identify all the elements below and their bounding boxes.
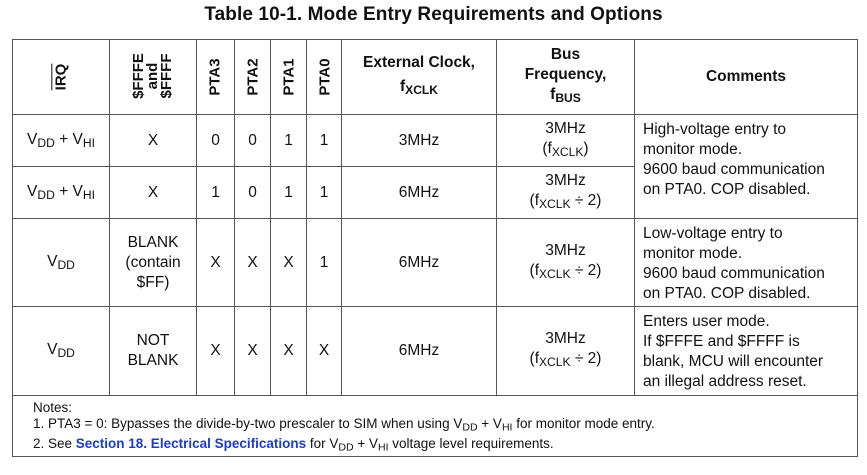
cell-pta3: X [197, 219, 235, 307]
cell-vector: BLANK (contain $FF) [110, 219, 197, 307]
cell-bus-frequency: 3MHz $(f_{XCLK} \div 2)$ [497, 167, 635, 219]
cell-bus-frequency: 3MHz $(f_{XCLK} \div 2)$ [497, 307, 635, 396]
header-external-clock: External Clock, $f_{XCLK}$ [342, 40, 497, 115]
header-pta1: PTA1 [271, 40, 307, 115]
cell-bus-frequency: 3MHz $(f_{XCLK})$ [497, 115, 635, 167]
cell-pta2: 0 [235, 115, 271, 167]
table-title: Table 10-1. Mode Entry Requirements and Options [204, 4, 663, 25]
cell-pta2: X [235, 219, 271, 307]
header-row [13, 40, 858, 115]
cell-pta3: 0 [197, 115, 235, 167]
header-vector [110, 40, 197, 115]
header-bus-frequency: Bus Frequency, $f_{BUS}$ [497, 40, 635, 115]
cell-ext-clock: 6MHz [342, 219, 497, 307]
cell-pta3: 1 [197, 167, 235, 219]
header-pta2: PTA2 [235, 40, 271, 115]
cell-comment: Enters user mode. If $FFFE and $FFFF is blank, MCU will encounter an illegal address reset. [635, 307, 858, 396]
note-1: 1. PTA3 = 0: Bypasses the divide-by-two prescaler to SIM when using $V_{DD} + V_{HI}$ for monitor mode entry. [33, 416, 655, 434]
cell-pta1: 1 [271, 167, 307, 219]
cell-pta0: X [307, 307, 342, 396]
cell-vector: X [110, 115, 197, 167]
notes-cell [13, 396, 858, 457]
header-vector-line1: $FFFE [130, 53, 147, 99]
header-pta3: PTA3 [197, 40, 235, 115]
cell-comment: Low-voltage entry to monitor mode. 9600 baud communication on PTA0. COP disabled. [635, 219, 858, 307]
cell-pta0: 1 [307, 115, 342, 167]
table-row [13, 219, 858, 307]
cell-pta0: 1 [307, 219, 342, 307]
cell-pta3: X [197, 307, 235, 396]
header-comments: Comments [635, 40, 858, 115]
header-vector-line2: and [144, 62, 161, 90]
cell-vector: X [110, 167, 197, 219]
cell-pta1: X [271, 307, 307, 396]
table-row [13, 307, 858, 396]
cell-comment: High-voltage entry to monitor mode. 9600 baud communication on PTA0. COP disabled. [635, 115, 858, 219]
mode-entry-table [12, 39, 858, 457]
cell-vector: NOT BLANK [110, 307, 197, 396]
cell-pta2: X [235, 307, 271, 396]
section-18-link[interactable]: Section 18. Electrical Specifications [75, 435, 307, 451]
header-pta0: PTA0 [307, 40, 342, 115]
table-row [13, 115, 858, 167]
cell-pta1: X [271, 219, 307, 307]
cell-irq: $V_{DD}$ [13, 307, 110, 396]
header-irq: $\overline{IRQ}$ [13, 40, 110, 115]
cell-pta2: 0 [235, 167, 271, 219]
cell-irq: $V_{DD} + V_{HI}$ [13, 167, 110, 219]
cell-ext-clock: 6MHz [342, 167, 497, 219]
cell-ext-clock: 6MHz [342, 307, 497, 396]
header-vector-line3: $FFFF [158, 53, 175, 99]
cell-bus-frequency: 3MHz $(f_{XCLK} \div 2)$ [497, 219, 635, 307]
notes-row [13, 396, 858, 457]
cell-irq: $V_{DD} + V_{HI}$ [13, 115, 110, 167]
note-2: 2. See Section 18. Electrical Specifications for $V_{DD} + V_{HI}$ voltage level requirements. [33, 435, 554, 454]
cell-irq: $V_{DD}$ [13, 219, 110, 307]
cell-pta1: 1 [271, 115, 307, 167]
cell-ext-clock: 3MHz [342, 115, 497, 167]
cell-pta0: 1 [307, 167, 342, 219]
notes-heading: Notes: [33, 400, 73, 415]
